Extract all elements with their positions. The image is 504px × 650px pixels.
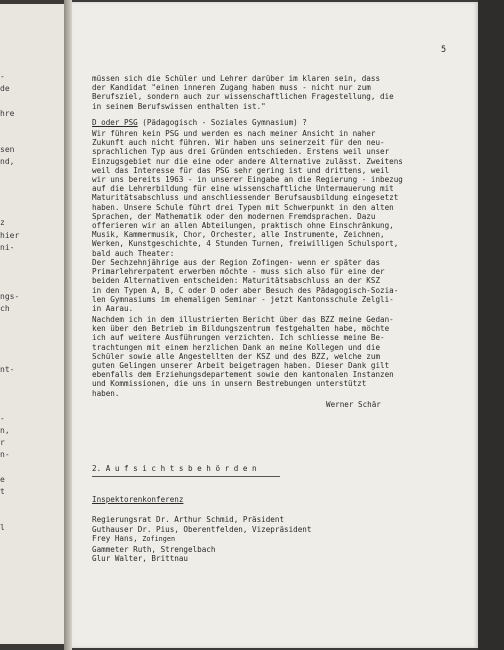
member-item bbox=[92, 525, 311, 535]
inspektorenkonferenz-heading: Inspektorenkonferenz bbox=[92, 495, 184, 504]
text-line: Primarlehrerpatent erwerben möchte - muss sich also für eine der bbox=[92, 267, 385, 277]
member-item bbox=[92, 515, 311, 525]
book-gutter bbox=[64, 0, 72, 650]
psg-heading bbox=[92, 118, 307, 127]
paragraph-closing bbox=[92, 315, 444, 398]
text-line: Maturitätsabschluss und anschliessender Berufsausbildung eingesetzt bbox=[92, 193, 399, 203]
text-line: Werken, Kunstgeschichte, 4 Stunden Turnen, freiwilligen Schulsport, bbox=[92, 239, 399, 249]
paragraph-intro bbox=[92, 74, 444, 111]
text-line: auf die Lehrerbildung für eine wissenschaftliche Untermauerung mit bbox=[92, 184, 394, 194]
left-page-fragment: ni- bbox=[0, 242, 15, 252]
text-line: Nachdem ich in dem illustrierten Bericht über das BZZ meine Gedan- bbox=[92, 315, 394, 324]
text-line: Einzugsgebiet nur die eine oder andere Alternative zulässt. Zweitens bbox=[92, 156, 403, 166]
left-page-fragment: n- bbox=[0, 450, 10, 460]
document-page bbox=[72, 2, 478, 648]
member-text: Regierungsrat Dr. Arthur Schmid, Präsident bbox=[92, 515, 285, 524]
text-line: len Gymnasiums im ehemaligen Seminar - jetzt Kantonsschule Zelgli- bbox=[92, 294, 394, 304]
text-line: Der Sechzehnjährige aus der Region Zofingen- wenn er später das bbox=[92, 258, 381, 267]
left-page-fragment: nt- bbox=[0, 364, 15, 374]
text-line: der Kandidat "einen inneren Zugang haben muss - nicht nur zum bbox=[92, 83, 371, 93]
left-page-fragment: ngs- bbox=[0, 291, 20, 301]
text-line: ebenfalls dem Erziehungsdepartement sowie den kantonalen Instanzen bbox=[92, 370, 394, 380]
paragraph-psg bbox=[92, 129, 444, 258]
text-line: Zukunft auch nicht führen. Wir haben uns seinerzeit für den neu- bbox=[92, 138, 385, 148]
paragraph-region bbox=[92, 258, 444, 313]
psg-heading-underlined: D oder PSG bbox=[92, 118, 138, 127]
left-page-fragment: hier bbox=[0, 230, 20, 240]
text-line: und Kommissionen, die uns in unsern Bestrebungen unterstützt bbox=[92, 379, 367, 389]
left-page-fragment: r bbox=[0, 438, 5, 447]
member-text: Glur Walter, Brittnau bbox=[92, 554, 189, 564]
left-page-fragment: hre bbox=[0, 108, 15, 118]
text-line: Musik, Kammermusik, Chor, Orchester, alle Instrumente, Zeichnen, bbox=[92, 230, 385, 240]
page-number: 5 bbox=[441, 45, 447, 55]
psg-heading-rest: (Pädagogisch - Soziales Gymnasium) ? bbox=[137, 118, 307, 127]
text-line: beiden Alternativen entscheiden: Maturitätsabschluss an der KSZ bbox=[92, 276, 381, 286]
member-text: Gammeter Ruth, Strengelbach bbox=[92, 544, 216, 554]
left-page-fragment: sen bbox=[0, 145, 15, 155]
text-line: ich auf weitere Ausführungen verzichten. Ich schliesse meine Be- bbox=[92, 333, 385, 343]
text-line: sprachlichen Typ aus drei Gründen entschieden. Erstens weil unser bbox=[92, 147, 390, 157]
text-line: Wir führen kein PSG und werden es nach meiner Ansicht in naher bbox=[92, 129, 376, 138]
member-note: Zofingen bbox=[142, 535, 176, 544]
text-line: wir uns bereits 1963 - in unserer Eingabe an die Regierung - inbezug bbox=[92, 175, 403, 185]
text-line: Sprachen, der Mathematik oder den modernen Fremdsprachen. Dazu bbox=[92, 211, 376, 221]
member-list bbox=[92, 515, 311, 564]
text-line: offerieren wir an allen Abteilungen, praktisch ohne Einschränkung, bbox=[92, 221, 394, 231]
text-line: bald auch Theater: bbox=[92, 248, 175, 258]
text-line: trachtungen mit einem herzlichen Dank an meine Kollegen und die bbox=[92, 342, 381, 352]
left-page-fragment: z bbox=[0, 218, 5, 228]
section-2-title: 2. A u f s i c h t s b e h ö r d e n bbox=[92, 464, 257, 473]
member-text: Guthauser Dr. Pius, Oberentfelden, Vizepräsident bbox=[92, 524, 312, 534]
member-text: Frey Hans, bbox=[92, 534, 143, 544]
left-page-fragment: e bbox=[0, 474, 5, 484]
right-background bbox=[478, 0, 504, 650]
signature: Werner Schär bbox=[326, 400, 381, 409]
text-line: in den Typen A, B, C oder D oder aber Besuch des Pädagogisch-Sozia- bbox=[92, 285, 399, 295]
member-item bbox=[92, 545, 311, 555]
section-2-underline bbox=[92, 476, 280, 477]
left-page-fragment: nd, bbox=[0, 157, 15, 167]
left-page-fragment: de bbox=[0, 84, 10, 94]
left-page-fragment: t bbox=[0, 486, 5, 496]
left-page-fragment: ch bbox=[0, 303, 10, 313]
text-line: müssen sich die Schüler und Lehrer darüber im klaren sein, dass bbox=[92, 74, 381, 83]
left-page-fragment: - bbox=[0, 72, 5, 81]
left-page-fragment: n, bbox=[0, 425, 10, 435]
text-line: in seinem Berufswissen enthalten ist." bbox=[92, 101, 266, 111]
text-line: weil das Interesse für das PSG sehr gering ist und drittens, weil bbox=[92, 165, 390, 175]
member-item bbox=[92, 554, 311, 564]
text-line: Berufsziel, sondern auch zur wissenschaftlichen Fragestellung, die bbox=[92, 92, 394, 102]
text-line: Schüler sowie alle Angestellten der KSZ und des BZZ, welche zum bbox=[92, 351, 381, 361]
member-item bbox=[92, 534, 311, 545]
left-page-fragment: - bbox=[0, 413, 5, 423]
text-line: ken über den Betrieb im Bildungszentrum festgehalten habe, möchte bbox=[92, 324, 390, 334]
text-line: guten Gelingen unserer Arbeit beigetragen haben. Dieser Dank gilt bbox=[92, 361, 390, 371]
left-page-edge bbox=[0, 4, 66, 644]
left-page-fragment: l bbox=[0, 523, 5, 533]
text-line: haben. Unsere Schule führt drei Typen mit Schwerpunkt in den alten bbox=[92, 202, 394, 212]
text-line: haben. bbox=[92, 388, 120, 398]
text-line: in Aarau. bbox=[92, 304, 134, 314]
